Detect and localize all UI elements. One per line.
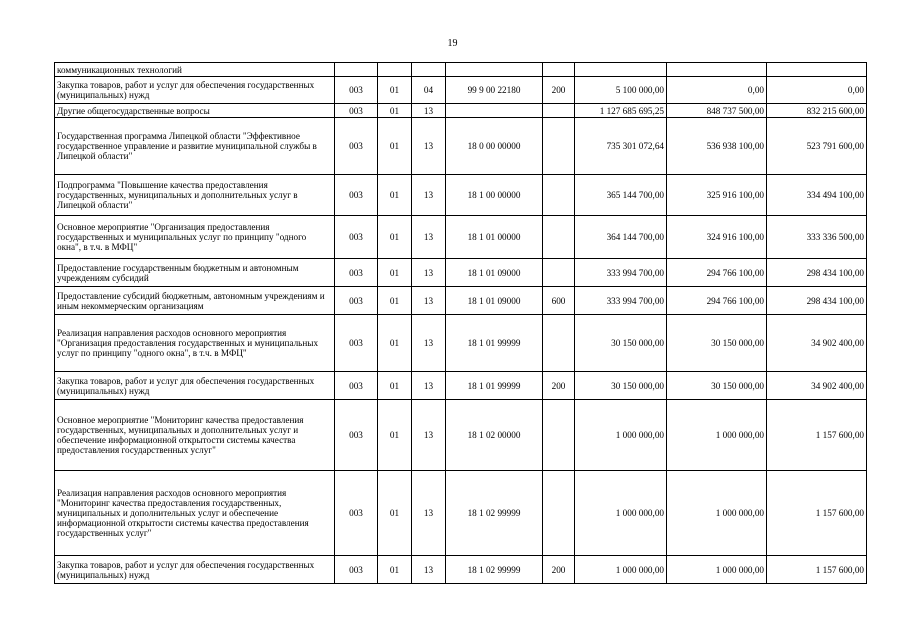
target-article-code: 18 1 01 99999 <box>446 372 543 400</box>
ved-code <box>335 63 378 77</box>
section-code <box>378 63 412 77</box>
amount-year-2 <box>667 63 767 77</box>
expense-type-code <box>543 118 575 175</box>
expense-type-code <box>543 175 575 216</box>
target-article-code: 99 9 00 22180 <box>446 77 543 104</box>
amount-year-1: 333 994 700,00 <box>575 287 667 315</box>
section-code: 01 <box>378 372 412 400</box>
amount-year-2: 1 000 000,00 <box>667 556 767 584</box>
amount-year-3 <box>767 63 867 77</box>
amount-year-2: 848 737 500,00 <box>667 104 767 118</box>
expense-type-code <box>543 216 575 259</box>
target-article-code: 18 1 01 00000 <box>446 216 543 259</box>
amount-year-1: 735 301 072,64 <box>575 118 667 175</box>
subsection-code: 04 <box>412 77 446 104</box>
amount-year-1: 1 000 000,00 <box>575 471 667 556</box>
amount-year-1: 5 100 000,00 <box>575 77 667 104</box>
section-code: 01 <box>378 315 412 372</box>
ved-code: 003 <box>335 77 378 104</box>
section-code: 01 <box>378 175 412 216</box>
expense-type-code <box>543 259 575 287</box>
table-row <box>55 471 867 556</box>
amount-year-2: 324 916 100,00 <box>667 216 767 259</box>
table-row <box>55 104 867 118</box>
amount-year-1: 364 144 700,00 <box>575 216 667 259</box>
target-article-code: 18 0 00 00000 <box>446 118 543 175</box>
table-row <box>55 118 867 175</box>
expense-type-code: 600 <box>543 287 575 315</box>
amount-year-2: 294 766 100,00 <box>667 259 767 287</box>
section-code: 01 <box>378 216 412 259</box>
amount-year-1: 1 000 000,00 <box>575 556 667 584</box>
table-row <box>55 77 867 104</box>
row-name: Предоставление субсидий бюджетным, автономным учреждениям и иным некоммерческим организациям <box>55 287 335 315</box>
amount-year-2: 294 766 100,00 <box>667 287 767 315</box>
section-code: 01 <box>378 471 412 556</box>
table-row <box>55 400 867 471</box>
target-article-code <box>446 63 543 77</box>
target-article-code: 18 1 01 99999 <box>446 315 543 372</box>
amount-year-3: 298 434 100,00 <box>767 287 867 315</box>
amount-year-2: 325 916 100,00 <box>667 175 767 216</box>
table-row <box>55 556 867 584</box>
section-code: 01 <box>378 259 412 287</box>
row-name: Основное мероприятие "Мониторинг качества предоставления государственных, муниципальных и дополнительных услуг и обеспечение информационной открытости системы качества предоставления государственных услуг" <box>55 400 335 471</box>
amount-year-3: 34 902 400,00 <box>767 315 867 372</box>
expense-type-code <box>543 471 575 556</box>
table-row <box>55 175 867 216</box>
amount-year-1: 1 127 685 695,25 <box>575 104 667 118</box>
subsection-code: 13 <box>412 315 446 372</box>
row-name: Предоставление государственным бюджетным и автономным учреждениям субсидий <box>55 259 335 287</box>
table-row <box>55 372 867 400</box>
subsection-code: 13 <box>412 118 446 175</box>
ved-code: 003 <box>335 471 378 556</box>
amount-year-2: 1 000 000,00 <box>667 471 767 556</box>
amount-year-3: 334 494 100,00 <box>767 175 867 216</box>
subsection-code: 13 <box>412 287 446 315</box>
amount-year-3: 1 157 600,00 <box>767 556 867 584</box>
row-name: Другие общегосударственные вопросы <box>55 104 335 118</box>
table-row <box>55 287 867 315</box>
ved-code: 003 <box>335 259 378 287</box>
amount-year-2: 536 938 100,00 <box>667 118 767 175</box>
subsection-code: 13 <box>412 471 446 556</box>
row-name: Закупка товаров, работ и услуг для обеспечения государственных (муниципальных) нужд <box>55 556 335 584</box>
section-code: 01 <box>378 287 412 315</box>
ved-code: 003 <box>335 400 378 471</box>
amount-year-3: 1 157 600,00 <box>767 471 867 556</box>
amount-year-2: 30 150 000,00 <box>667 315 767 372</box>
target-article-code: 18 1 01 09000 <box>446 287 543 315</box>
amount-year-1: 30 150 000,00 <box>575 372 667 400</box>
subsection-code: 13 <box>412 372 446 400</box>
amount-year-1: 1 000 000,00 <box>575 400 667 471</box>
amount-year-1: 333 994 700,00 <box>575 259 667 287</box>
amount-year-3: 1 157 600,00 <box>767 400 867 471</box>
row-name: Реализация направления расходов основного мероприятия "Организация предоставления государственных и муниципальных услуг по принципу "одного окна", в т.ч. в МФЦ" <box>55 315 335 372</box>
table-row <box>55 63 867 77</box>
row-name: Основное мероприятие "Организация предоставления государственных и муниципальных услуг по принципу "одного окна", в т.ч. в МФЦ" <box>55 216 335 259</box>
amount-year-3: 34 902 400,00 <box>767 372 867 400</box>
ved-code: 003 <box>335 556 378 584</box>
amount-year-1: 365 144 700,00 <box>575 175 667 216</box>
ved-code: 003 <box>335 216 378 259</box>
section-code: 01 <box>378 104 412 118</box>
expense-type-code <box>543 315 575 372</box>
section-code: 01 <box>378 556 412 584</box>
amount-year-2: 0,00 <box>667 77 767 104</box>
amount-year-3: 0,00 <box>767 77 867 104</box>
amount-year-1: 30 150 000,00 <box>575 315 667 372</box>
row-name: Подпрограмма "Повышение качества предоставления государственных, муниципальных и дополнительных услуг в Липецкой области" <box>55 175 335 216</box>
expense-type-code: 200 <box>543 372 575 400</box>
page-number: 19 <box>447 38 458 49</box>
table-row <box>55 216 867 259</box>
expense-type-code: 200 <box>543 556 575 584</box>
amount-year-3: 832 215 600,00 <box>767 104 867 118</box>
ved-code: 003 <box>335 118 378 175</box>
expense-type-code: 200 <box>543 77 575 104</box>
subsection-code: 13 <box>412 216 446 259</box>
ved-code: 003 <box>335 287 378 315</box>
row-name: коммуникационных технологий <box>55 63 335 77</box>
expense-type-code <box>543 104 575 118</box>
ved-code: 003 <box>335 315 378 372</box>
amount-year-2: 30 150 000,00 <box>667 372 767 400</box>
row-name: Закупка товаров, работ и услуг для обеспечения государственных (муниципальных) нужд <box>55 372 335 400</box>
target-article-code: 18 1 01 09000 <box>446 259 543 287</box>
subsection-code: 13 <box>412 556 446 584</box>
amount-year-3: 298 434 100,00 <box>767 259 867 287</box>
row-name: Закупка товаров, работ и услуг для обеспечения государственных (муниципальных) нужд <box>55 77 335 104</box>
subsection-code: 13 <box>412 400 446 471</box>
amount-year-1 <box>575 63 667 77</box>
subsection-code: 13 <box>412 259 446 287</box>
amount-year-3: 523 791 600,00 <box>767 118 867 175</box>
ved-code: 003 <box>335 175 378 216</box>
row-name: Государственная программа Липецкой области "Эффективное государственное управление и развитие муниципальной службы в Липецкой области" <box>55 118 335 175</box>
amount-year-3: 333 336 500,00 <box>767 216 867 259</box>
budget-table <box>54 62 867 584</box>
section-code: 01 <box>378 118 412 175</box>
row-name: Реализация направления расходов основного мероприятия "Мониторинг качества предоставления государственных, муниципальных и дополнительных услуг и обеспечение информационной открытости системы качества предоставления государственных услуг" <box>55 471 335 556</box>
table-row <box>55 259 867 287</box>
subsection-code <box>412 63 446 77</box>
target-article-code <box>446 104 543 118</box>
amount-year-2: 1 000 000,00 <box>667 400 767 471</box>
target-article-code: 18 1 00 00000 <box>446 175 543 216</box>
subsection-code: 13 <box>412 104 446 118</box>
target-article-code: 18 1 02 99999 <box>446 556 543 584</box>
target-article-code: 18 1 02 00000 <box>446 400 543 471</box>
section-code: 01 <box>378 400 412 471</box>
expense-type-code <box>543 63 575 77</box>
subsection-code: 13 <box>412 175 446 216</box>
target-article-code: 18 1 02 99999 <box>446 471 543 556</box>
ved-code: 003 <box>335 372 378 400</box>
expense-type-code <box>543 400 575 471</box>
section-code: 01 <box>378 77 412 104</box>
table-row <box>55 315 867 372</box>
ved-code: 003 <box>335 104 378 118</box>
